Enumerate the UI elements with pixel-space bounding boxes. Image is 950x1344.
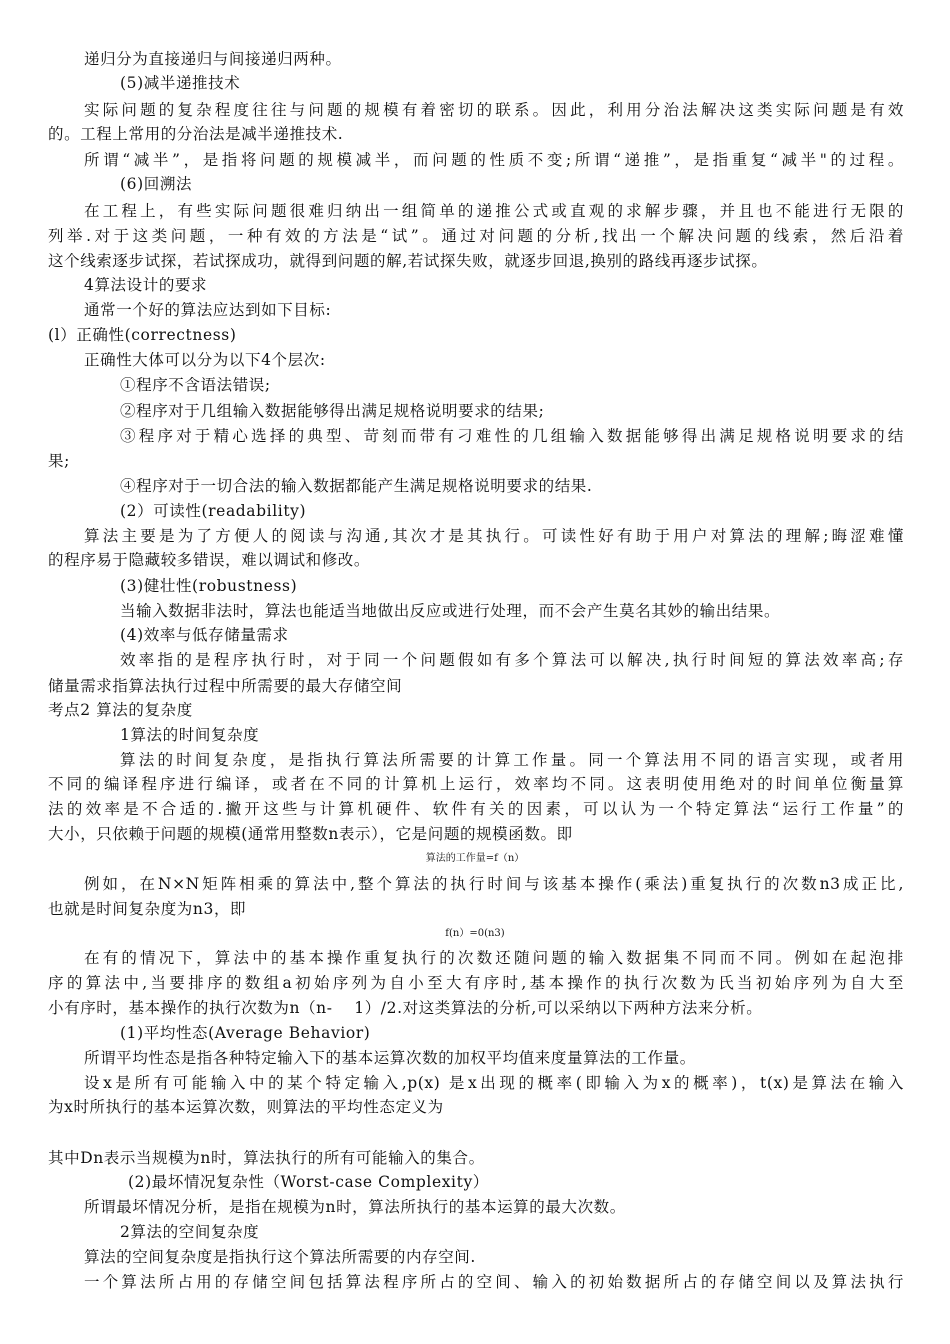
paragraph-line: 设x是所有可能输入中的某个特定输入,p(x) 是x出现的概率(即输入为x的概率)，t(x)是算法在输入 <box>84 1074 904 1092</box>
paragraph-line: 算法主要是为了方便人的阅读与沟通,其次才是其执行。可读性好有助于用户对算法的理解;晦涩难懂 <box>84 527 904 545</box>
paragraph-line: 在工程上，有些实际问题很难归纳出一组简单的递推公式或直观的求解步骤，并且也不能进行无限的 <box>84 202 904 220</box>
section-heading: (2）可读性(readability) <box>120 502 307 520</box>
paragraph-line: 通常一个好的算法应达到如下目标: <box>84 301 332 319</box>
paragraph-line: 序的算法中,当要排序的数组a初始序列为自小至大有序时,基本操作的执行次数为氏当初始序列为自大至 <box>48 974 904 992</box>
paragraph-line: 在有的情况下，算法中的基本操作重复执行的次数还随问题的输入数据集不同而不同。例如在起泡排 <box>84 949 904 967</box>
section-heading: 1算法的时间复杂度 <box>120 726 260 744</box>
list-item: ③程序对于精心选择的典型、苛刻而带有刁难性的几组输入数据能够得出满足规格说明要求的结 <box>120 427 904 445</box>
list-item: ①程序不含语法错误; <box>120 376 271 394</box>
section-heading: 2算法的空间复杂度 <box>120 1223 260 1241</box>
section-heading: (6)回溯法 <box>120 175 193 193</box>
paragraph-line: 所谓平均性态是指各种特定输入下的基本运算次数的加权平均值来度量算法的工作量。 <box>84 1049 696 1067</box>
paragraph-line: 递归分为直接递归与间接递归两种。 <box>84 50 342 68</box>
paragraph-line: 小有序时，基本操作的执行次数为n（n- 1）/2.对这类算法的分析,可以采纳以下两种方法来分析。 <box>48 999 763 1017</box>
section-heading: 考点2 算法的复杂度 <box>48 701 193 719</box>
paragraph-line: 法的效率是不合适的.撇开这些与计算机硬件、软件有关的因素，可以认为一个特定算法“运行工作量”的 <box>48 800 904 818</box>
list-item: ②程序对于几组输入数据能够得出满足规格说明要求的结果; <box>120 402 545 420</box>
paragraph-line: 也就是时间复杂度为n3，即 <box>48 900 247 918</box>
paragraph-line: 例如，在N×N矩阵相乘的算法中,整个算法的执行时间与该基本操作(乘法)重复执行的次数n3成正比, <box>84 875 904 893</box>
paragraph-line: 算法的时间复杂度，是指执行算法所需要的计算工作量。同一个算法用不同的语言实现，或者用 <box>120 751 904 769</box>
section-heading: (1)平均性态(Average Behavior) <box>120 1024 371 1042</box>
formula: f(n）=0(n3) <box>445 928 505 939</box>
paragraph-line: 正确性大体可以分为以下4个层次: <box>84 351 326 369</box>
paragraph-line: 的。工程上常用的分治法是减半递推技术. <box>48 125 344 143</box>
list-item: ④程序对于一切合法的输入数据都能产生满足规格说明要求的结果. <box>120 477 593 495</box>
paragraph-line: 所谓“减半”，是指将问题的规模减半，而问题的性质不变;所谓“递推”，是指重复“减半"的过程。 <box>84 151 904 169</box>
section-heading: (l）正确性(correctness) <box>48 326 237 344</box>
paragraph-line: 大小，只依赖于问题的规模(通常用整数n表示），它是问题的规模函数。即 <box>48 825 573 843</box>
section-heading: (5)减半递推技术 <box>120 74 241 92</box>
paragraph-line: 果; <box>48 452 70 470</box>
section-heading: (2)最坏情况复杂性（Worst-case Complexity） <box>128 1173 489 1191</box>
formula: 算法的工作量=f（n） <box>425 853 525 864</box>
paragraph-line: 效率指的是程序执行时，对于同一个问题假如有多个算法可以解决,执行时间短的算法效率高;存 <box>120 651 904 669</box>
paragraph-line: 当输入数据非法时，算法也能适当地做出反应或进行处理，而不会产生莫名其妙的输出结果。 <box>120 602 781 620</box>
paragraph-line: 不同的编译程序进行编译，或者在不同的计算机上运行，效率均不同。这表明使用绝对的时间单位衡量算 <box>48 775 904 793</box>
paragraph-line: 算法的空间复杂度是指执行这个算法所需要的内存空间. <box>84 1248 476 1266</box>
section-heading: 4算法设计的要求 <box>84 276 208 294</box>
paragraph-line: 一个算法所占用的存储空间包括算法程序所占的空间、输入的初始数据所占的存储空间以及算法执行 <box>84 1273 904 1291</box>
paragraph-line: 所谓最坏情况分析，是指在规模为n时，算法所执行的基本运算的最大次数。 <box>84 1198 626 1216</box>
paragraph-line: 的程序易于隐藏较多错误，难以调试和修改。 <box>48 551 371 569</box>
paragraph-line: 为x时所执行的基本运算次数，则算法的平均性态定义为 <box>48 1098 444 1116</box>
section-heading: (4)效率与低存储量需求 <box>120 626 289 644</box>
paragraph-line: 列举.对于这类问题，一种有效的方法是“试”。通过对问题的分析,找出一个解决问题的线索，然后沿着 <box>48 227 904 245</box>
paragraph-line: 储量需求指算法执行过程中所需要的最大存储空间 <box>48 677 403 695</box>
section-heading: (3)健壮性(robustness) <box>120 577 298 595</box>
paragraph-line: 其中Dn表示当规模为n时，算法执行的所有可能输入的集合。 <box>48 1149 485 1167</box>
paragraph-line: 实际问题的复杂程度往往与问题的规模有着密切的联系。因此，利用分治法解决这类实际问题是有效 <box>84 101 904 119</box>
paragraph-line: 这个线索逐步试探，若试探成功，就得到问题的解,若试探失败，就逐步回退,换别的路线再逐步试探。 <box>48 252 768 270</box>
